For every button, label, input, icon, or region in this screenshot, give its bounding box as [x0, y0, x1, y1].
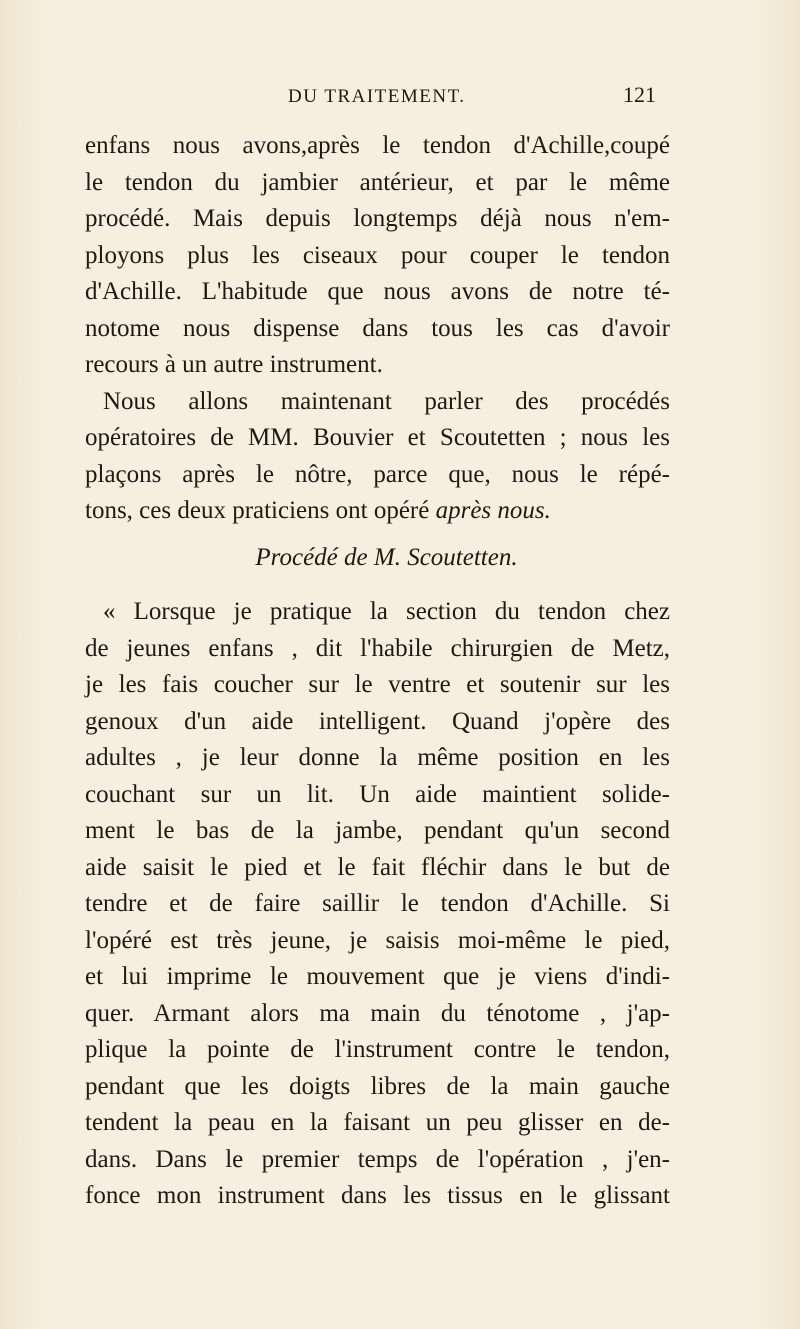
text-line: d'Achille. L'habitude que nous avons de notre té- [85, 278, 670, 305]
running-head: DU TRAITEMENT. [288, 86, 466, 107]
emphasis-text: après nous. [435, 497, 551, 524]
paragraph-2 [85, 384, 670, 530]
text-line: aide saisit le pied et le fait fléchir dans le but de [85, 853, 670, 881]
paragraph-1 [85, 128, 670, 384]
text-line: fonce mon instrument dans les tissus en le glissant [85, 1182, 670, 1209]
body-text [85, 128, 670, 1215]
text-line: genoux d'un aide intelligent. Quand j'opère des [85, 707, 670, 735]
text-line: de jeunes enfans , dit l'habile chirurgien de Metz, [85, 634, 670, 662]
text-line: couchant sur un lit. Un aide maintient solide- [85, 780, 670, 808]
section-heading: Procédé de M. Scoutetten. [255, 543, 518, 571]
text-line: « Lorsque je pratique la section du tendon chez [103, 598, 670, 625]
text-line: plaçons après le nôtre, parce que, nous le répé- [85, 460, 670, 488]
text-line: quer. Armant alors ma main du ténotome , j'ap- [85, 999, 670, 1027]
text-line: le tendon du jambier antérieur, et par le même [85, 168, 670, 196]
text-line: tendent la peau en la faisant un peu glisser en de- [85, 1109, 670, 1136]
text-line: tendre et de faire saillir le tendon d'Achille. Si [85, 890, 670, 917]
text-line: je les fais coucher sur le ventre et soutenir sur les [85, 671, 670, 698]
text-line: ment le bas de la jambe, pendant qu'un second [85, 817, 670, 844]
text-line: recours à un autre instrument. [85, 351, 383, 378]
text-line: opératoires de MM. Bouvier et Scoutetten ; nous les [85, 424, 670, 451]
text-line: adultes , je leur donne la même position en les [85, 744, 670, 771]
text-line: et lui imprime le mouvement que je viens d'indi- [85, 963, 670, 990]
page-header [288, 82, 668, 116]
text-line: plique la pointe de l'instrument contre le tendon, [85, 1036, 670, 1063]
text-line: enfans nous avons,après le tendon d'Achille,coupé [85, 132, 670, 159]
paragraph-3 [85, 594, 670, 1215]
text-line: Nous allons maintenant parler des procédés [103, 387, 670, 415]
text-line: dans. Dans le premier temps de l'opération , j'en- [85, 1145, 670, 1173]
text-line: pendant que les doigts libres de la main gauche [85, 1072, 670, 1100]
text-line-with-emphasis [85, 493, 670, 530]
text-line-prefix: tons, ces deux praticiens ont opéré [85, 497, 430, 524]
page-number: 121 [623, 82, 656, 107]
text-line: l'opéré est très jeune, je saisis moi-même le pied, [85, 926, 670, 954]
text-line: procédé. Mais depuis longtemps déjà nous n'em- [85, 205, 670, 232]
text-line: notome nous dispense dans tous les cas d'avoir [85, 314, 670, 342]
text-line: ployons plus les ciseaux pour couper le tendon [85, 241, 670, 269]
